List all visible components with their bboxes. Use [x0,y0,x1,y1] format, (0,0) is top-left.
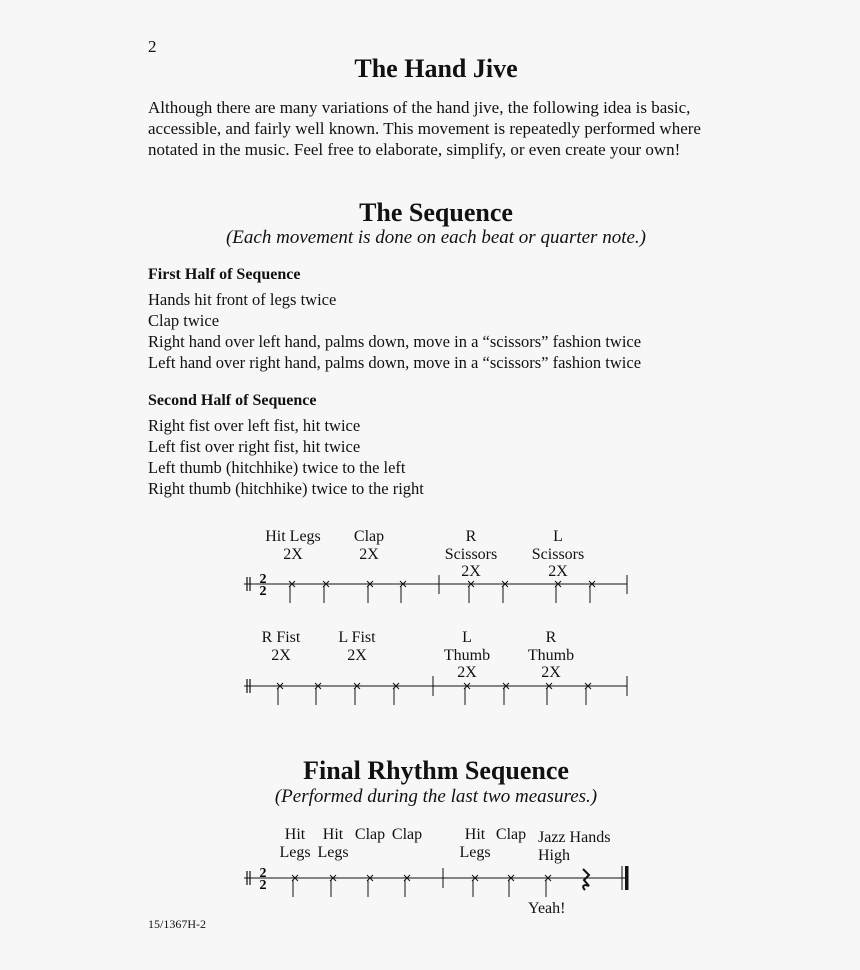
time-signature-top: 2 [259,866,267,881]
rhythm-label: L Scissors 2X [531,528,585,580]
lyric-yeah: Yeah! [528,900,566,917]
rhythm-label: Clap [354,826,386,843]
quarter-rest [583,869,589,890]
final-title: Final Rhythm Sequence [303,756,569,785]
rhythm-label: Clap [391,826,423,843]
rhythm-label: R Thumb 2X [527,629,575,681]
rhythm-label: L Fist 2X [338,629,376,664]
page-number: 2 [148,37,157,56]
final-subtitle: (Performed during the last two measures.) [274,786,598,807]
rhythm-label: Hit Legs [459,826,491,861]
time-signature-top: 2 [259,572,267,587]
list-item: Left thumb (hitchhike) twice to the left [148,458,406,477]
list-item: Right hand over left hand, palms down, move in a “scissors” fashion twice [148,332,642,351]
rhythm-label: L Thumb 2X [443,629,491,681]
sequence-title: The Sequence [359,198,513,227]
rhythm-label: R Scissors 2X [444,528,498,580]
list-item: Right thumb (hitchhike) twice to the right [148,479,424,498]
list-item: Left fist over right fist, hit twice [148,437,361,456]
second-half-heading: Second Half of Sequence [148,392,317,409]
time-signature-bottom: 2 [259,584,267,599]
first-half-heading: First Half of Sequence [148,266,301,283]
sequence-subtitle: (Each movement is done on each beat or quarter note.) [225,227,646,248]
hand-jive-title: The Hand Jive [354,54,518,83]
list-item: Hands hit front of legs twice [148,290,337,309]
rhythm-label: Hit Legs [317,826,349,861]
time-signature-bottom: 2 [259,878,267,893]
rhythm-label: Jazz Hands High [538,829,611,864]
rhythm-label: R Fist 2X [261,629,301,664]
rhythm-label: Hit Legs 2X [265,528,321,563]
list-item: Left hand over right hand, palms down, move in a “scissors” fashion twice [148,353,642,372]
intro-line: accessible, and fairly well known. This movement is repeatedly performed where [148,119,701,138]
footer-code: 15/1367H-2 [148,917,206,931]
rhythm-label: Clap 2X [353,528,385,563]
rhythm-label: Hit Legs [279,826,311,861]
list-item: Right fist over left fist, hit twice [148,416,361,435]
rhythm-label: Clap [495,826,527,843]
list-item: Clap twice [148,311,220,330]
intro-line: notated in the music. Feel free to elaborate, simplify, or even create your own! [148,140,681,159]
intro-line: Although there are many variations of the hand jive, the following idea is basic, [148,98,691,117]
